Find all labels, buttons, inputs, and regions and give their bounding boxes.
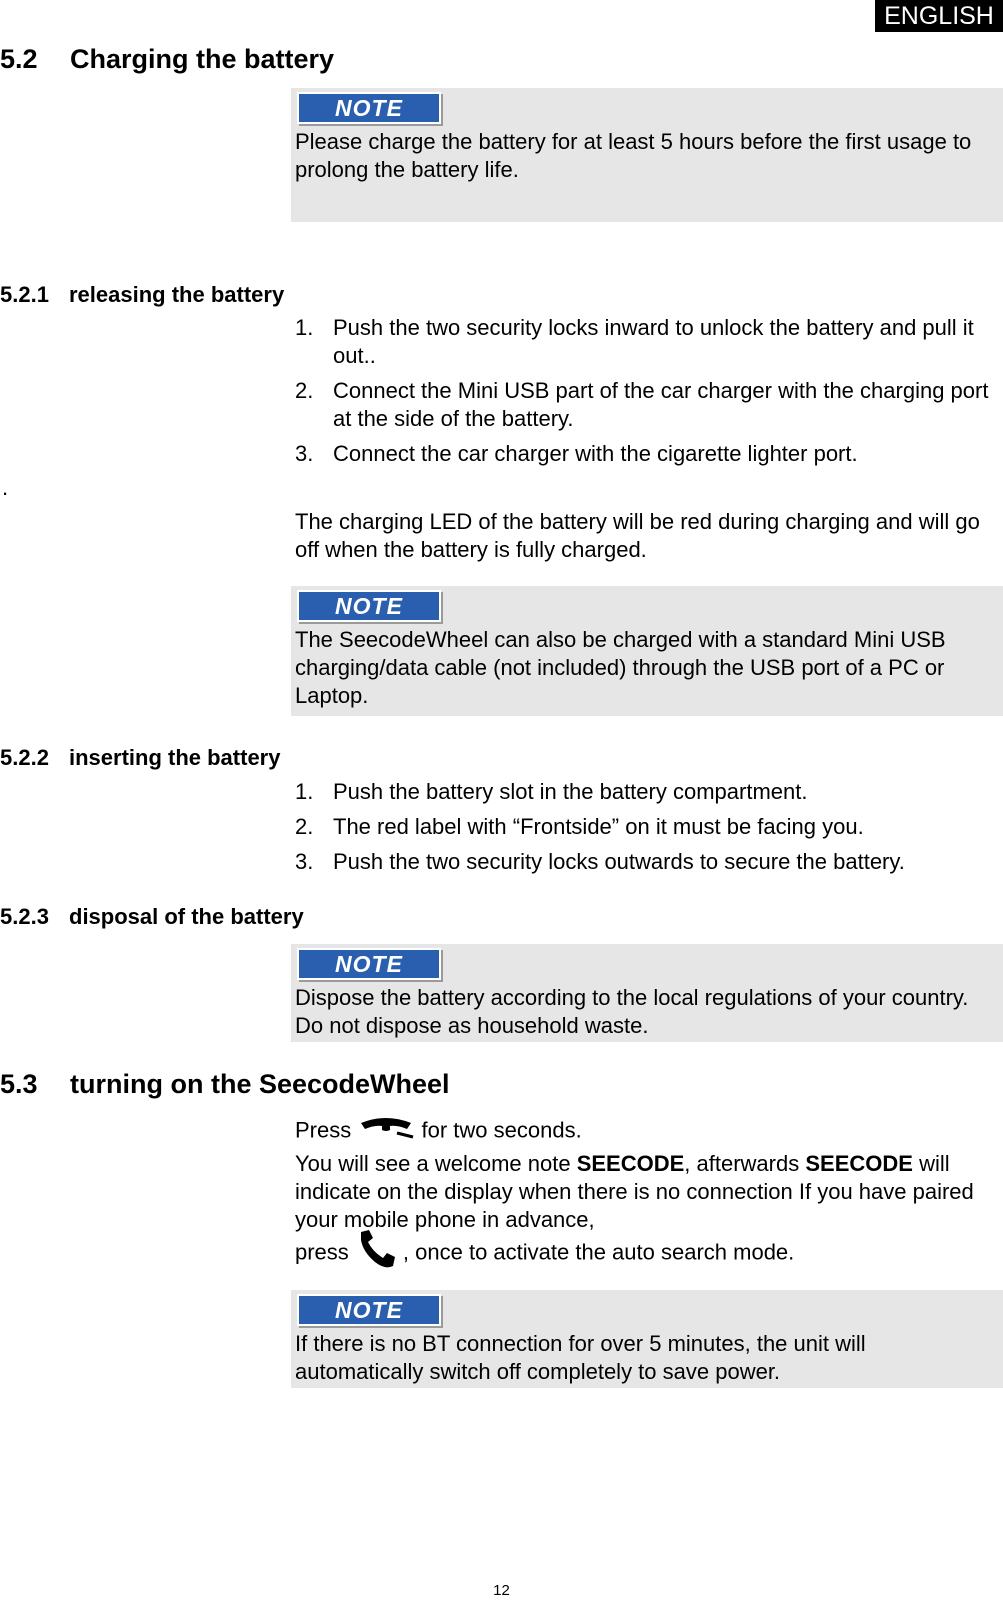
list-text: Connect the car charger with the cigarette lighter port.: [333, 441, 858, 466]
press-duration: for two seconds.: [421, 1117, 582, 1143]
section-number: 5.3: [0, 1069, 38, 1099]
phone-call-icon: [355, 1228, 403, 1279]
seecode-term: SEECODE: [805, 1151, 913, 1176]
note-box-usb: [291, 586, 1003, 716]
phone-hangup-icon: [357, 1115, 415, 1148]
note-box-disposal: [291, 944, 1003, 1042]
note-badge: NOTE: [297, 948, 441, 980]
language-label: ENGLISH: [875, 0, 1003, 32]
section-number: 5.2.3: [0, 904, 49, 929]
section-title: releasing the battery: [69, 282, 285, 307]
section-title: disposal of the battery: [69, 904, 304, 929]
auto-search-text: , once to activate the auto search mode.: [402, 1239, 795, 1265]
seecode-term: SEECODE: [576, 1151, 685, 1176]
press-instruction: [295, 1115, 582, 1148]
list-number: 2.: [295, 378, 314, 403]
list-number: 3.: [295, 441, 314, 466]
welcome-paragraph: [295, 1150, 997, 1234]
press-label: Press: [295, 1117, 352, 1143]
charging-led-paragraph: The charging LED of the battery will be red during charging and will go off when the battery is fully charged.: [295, 509, 980, 562]
page-number: 12: [493, 1582, 510, 1599]
section-5-2-heading: [0, 44, 335, 75]
note-badge: NOTE: [297, 590, 441, 622]
note-box-power: [291, 1290, 1003, 1388]
note-box-charging: [291, 88, 1003, 222]
section-5-2-2-heading: [0, 745, 281, 771]
section-5-3-heading: [0, 1069, 450, 1100]
section-5-2-1-heading: [0, 282, 285, 308]
welcome-text: , afterwards: [684, 1151, 800, 1176]
note-text: The SeecodeWheel can also be charged with a standard Mini USB charging/data cable (not included) through the USB port of a PC or Laptop.: [295, 627, 946, 708]
section-number: 5.2.2: [0, 745, 49, 770]
list-text: The red label with “Frontside” on it must be facing you.: [333, 814, 864, 839]
press-label: press: [295, 1239, 349, 1265]
auto-search-instruction: [295, 1228, 794, 1279]
list-text: Connect the Mini USB part of the car charger with the charging port at the side of the battery.: [333, 378, 989, 431]
welcome-text: You will see a welcome note: [295, 1151, 571, 1176]
list-number: 1.: [295, 315, 314, 340]
note-text: Dispose the battery according to the local regulations of your country. Do not dispose as household waste.: [295, 985, 969, 1038]
section-title: inserting the battery: [69, 745, 281, 770]
note-text: Please charge the battery for at least 5 hours before the first usage to prolong the battery life.: [295, 129, 972, 182]
stray-dot: .: [2, 475, 9, 500]
list-text: Push the two security locks outwards to secure the battery.: [333, 849, 905, 874]
list-number: 1.: [295, 779, 314, 804]
section-number: 5.2.1: [0, 282, 49, 307]
welcome-text: will indicate on the display when there is no connection If you have paired your mobile phone in advance,: [295, 1151, 974, 1232]
list-number: 2.: [295, 814, 314, 839]
list-text: Push the battery slot in the battery compartment.: [333, 779, 808, 804]
section-title: Charging the battery: [70, 44, 335, 74]
note-badge: NOTE: [297, 92, 441, 124]
section-number: 5.2: [0, 44, 38, 74]
note-text: If there is no BT connection for over 5 minutes, the unit will automatically switch off completely to save power.: [295, 1331, 866, 1384]
section-5-2-3-heading: [0, 904, 304, 930]
note-badge: NOTE: [297, 1294, 441, 1326]
section-title: turning on the SeecodeWheel: [70, 1069, 450, 1099]
list-text: Push the two security locks inward to unlock the battery and pull it out..: [333, 315, 974, 368]
list-number: 3.: [295, 849, 314, 874]
